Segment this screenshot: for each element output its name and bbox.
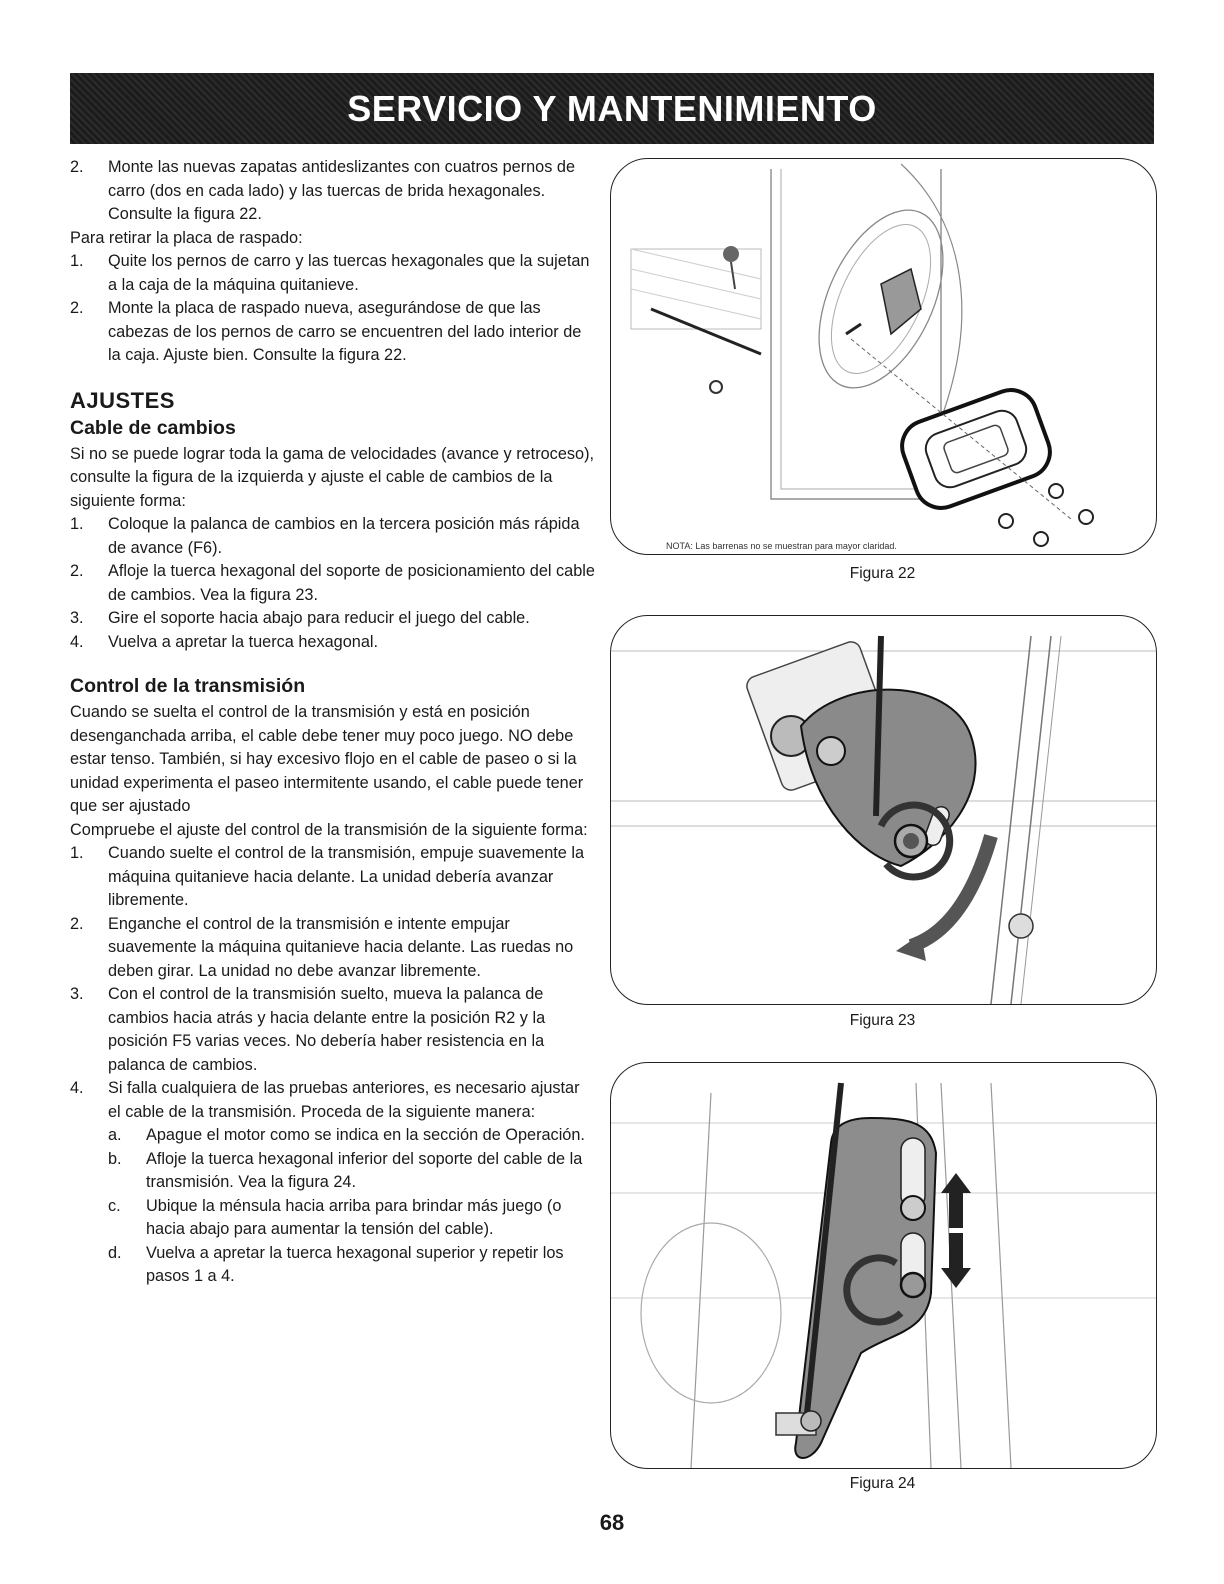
figure-24-caption: Figura 24 [849,1475,916,1492]
drive-cable-bracket-diagram [611,1063,1156,1468]
figure-22-caption: Figura 22 [849,565,916,582]
list-item: 2. Monte las nuevas zapatas antideslizantes con cuatros pernos de carro (dos en cada lado) y las tuercas de brida hexagonales. Consulte la figura 22. [70,158,576,223]
list-item: 2. Afloje la tuerca hexagonal del soporte de posicionamiento del cable de cambios. Vea la figura 23. [70,562,595,604]
sub-list-item: a. Apague el motor como se indica en la sección de Operación. [108,1126,585,1144]
list-item: 2. Enganche el control de la transmisión e intente empujar suavemente la máquina quitanieve hacia delante. Las ruedas no deben girar. La unidad no debe avanzar libremente. [70,914,574,980]
list-item: 1. Quite los pernos de carro y las tuercas hexagonales que la sujetan a la caja de la máquina quitanieve. [70,252,590,294]
sub-list-item: b. Afloje la tuerca hexagonal inferior del soporte del cable de la transmisión. Vea la figura 24. [108,1149,583,1191]
list-item: 4. Vuelva a apretar la tuerca hexagonal. [70,632,379,651]
drive-control-p2: Compruebe el ajuste del control de la transmisión de la siguiente forma: [70,820,588,839]
list-item: 1. Coloque la palanca de cambios en la tercera posición más rápida de avance (F6). [70,515,580,557]
list-item: 3. Con el control de la transmisión suelto, mueva la palanca de cambios hacia atrás y hacia delante entre la posición R2 y la posición F5 varias veces. No debería haber resistencia en la palanca de cambios. [70,985,546,1074]
figure-24-illustration [610,1062,1157,1469]
scraper-lead: Para retirar la placa de raspado: [70,228,303,247]
drive-control-heading: Control de la transmisión [70,675,306,697]
sub-list-item: d. Vuelva a apretar la tuerca hexagonal superior y repetir los pasos 1 a 4. [108,1243,564,1285]
sub-list-item: c. Ubique la ménsula hacia arriba para brindar más juego (o hacia abajo para aumentar la tensión del cable). [108,1196,562,1238]
list-item: 4. Si falla cualquiera de las pruebas anteriores, es necesario ajustar el cable de la transmisión. Proceda de la siguiente manera: [70,1079,580,1121]
figure-22-note: NOTA: Las barrenas no se muestran para mayor claridad. [666,541,897,551]
figure-22-illustration [610,158,1157,555]
section-banner [70,73,1154,144]
adjustments-heading: AJUSTES [70,387,175,413]
text-column [70,156,595,1289]
drive-control-p1: Cuando se suelta el control de la transmisión y está en posición desenganchada arriba, el cable debe tener muy poco juego. NO debe estar tenso. También, si hay excesivo flojo en el cable de paseo o si la unidad experimenta el paseo intermitente usando, el cable puede tener que ser ajustado [70,703,584,815]
shift-cable-heading: Cable de cambios [70,416,236,439]
shift-cable-bracket-diagram [611,616,1156,1004]
figure-23-illustration [610,615,1157,1005]
shift-cable-lead: Si no se puede lograr toda la gama de velocidades (avance y retroceso), consulte la figura de la izquierda y ajuste el cable de cambios de la siguiente forma: [70,444,595,510]
figure-23-caption: Figura 23 [849,1012,916,1029]
page-number: 68 [599,1510,625,1535]
page-title: SERVICIO Y MANTENIMIENTO [347,87,877,129]
skid-shoe-diagram [611,159,1156,554]
list-item: 2. Monte la placa de raspado nueva, asegurándose de que las cabezas de los pernos de carro se encuentren del lado interior de la caja. Ajuste bien. Consulte la figura 22. [70,299,582,364]
list-item: 1. Cuando suelte el control de la transmisión, empuje suavemente la máquina quitanieve hacia delante. La unidad debería avanzar libremente. [70,844,585,909]
list-item: 3. Gire el soporte hacia abajo para reducir el juego del cable. [70,609,530,627]
